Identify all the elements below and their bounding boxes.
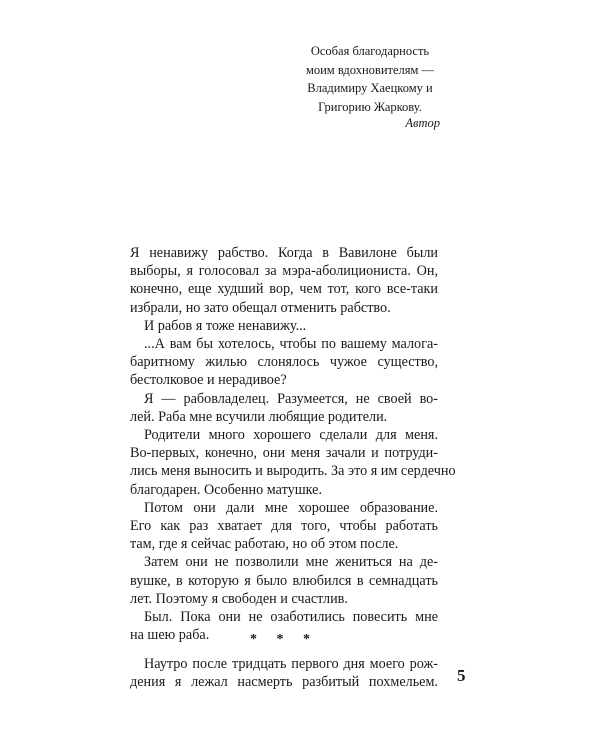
text-line: Был. Пока они не озаботились повесить мне	[144, 609, 438, 626]
text-line: там, где я сейчас работаю, но об этом после.	[130, 536, 399, 553]
paragraph	[130, 426, 456, 499]
paragraph	[130, 244, 438, 317]
dedication-line: Особая благодарность	[310, 44, 430, 58]
paragraph	[130, 655, 438, 691]
paragraph	[130, 335, 438, 390]
dedication-block	[300, 42, 440, 116]
text-line: Потом они дали мне хорошее образование.	[144, 499, 438, 516]
paragraph	[130, 499, 438, 554]
text-line: лей. Раба мне всучили любящие родители.	[130, 408, 388, 425]
text-line: лет. Поэтому я свободен и счастлив.	[130, 590, 348, 607]
text-line: выборы, я голосовал за мэра-аболициониста. Он,	[130, 263, 438, 280]
text-line: дения я лежал насмерть разбитый похмельем.	[130, 674, 438, 691]
chapter-body-continued	[130, 655, 438, 691]
text-line: лись меня выносить и выродить. За это я им сердечно	[130, 463, 456, 480]
text-line: Его как раз хватает для того, чтобы работать	[130, 518, 438, 535]
text-line: благодарен. Особенно матушке.	[130, 481, 323, 498]
text-line: Затем они не позволили мне жениться на де-	[144, 554, 438, 571]
text-line: бестолковое и нерадивое?	[130, 372, 287, 389]
dedication-line: моим вдохновителям —	[305, 62, 435, 77]
text-line: Я — рабовладелец. Разумеется, не своей во-	[144, 390, 438, 407]
text-line: Во-первых, конечно, они меня зачали и потруди-	[130, 445, 438, 462]
paragraph	[130, 317, 438, 335]
dedication-line: Владимиру Хаецкому и	[307, 81, 433, 95]
text-line: на шею раба.	[130, 627, 210, 644]
text-line: Родители много хорошего сделали для меня.	[144, 427, 438, 444]
dedication-line: Григорию Жаркову.	[318, 99, 422, 114]
text-line: Наутро после тридцать первого дня моего рож-	[144, 656, 438, 672]
dedication-author: Автор	[405, 116, 440, 130]
section-separator: * * *	[250, 632, 318, 647]
text-line: конечно, еще худший вор, чем тот, кого все-таки	[130, 281, 438, 298]
page-number: 5	[457, 666, 466, 685]
text-line: И рабов я тоже ненавижу...	[144, 317, 307, 334]
text-line: Я ненавижу рабство. Когда в Вавилоне были	[130, 245, 438, 261]
text-line: вушке, в которую я было влюбился в семнадцать	[130, 572, 438, 589]
text-line: баритному жилью слонялось чужое существо,	[130, 354, 438, 371]
chapter-body	[130, 244, 456, 644]
paragraph	[130, 390, 438, 426]
text-line: ...А вам бы хотелось, чтобы по вашему малога-	[144, 336, 438, 353]
paragraph	[130, 553, 438, 608]
text-line: избрали, но зато обещал отменить рабство.	[130, 299, 391, 316]
